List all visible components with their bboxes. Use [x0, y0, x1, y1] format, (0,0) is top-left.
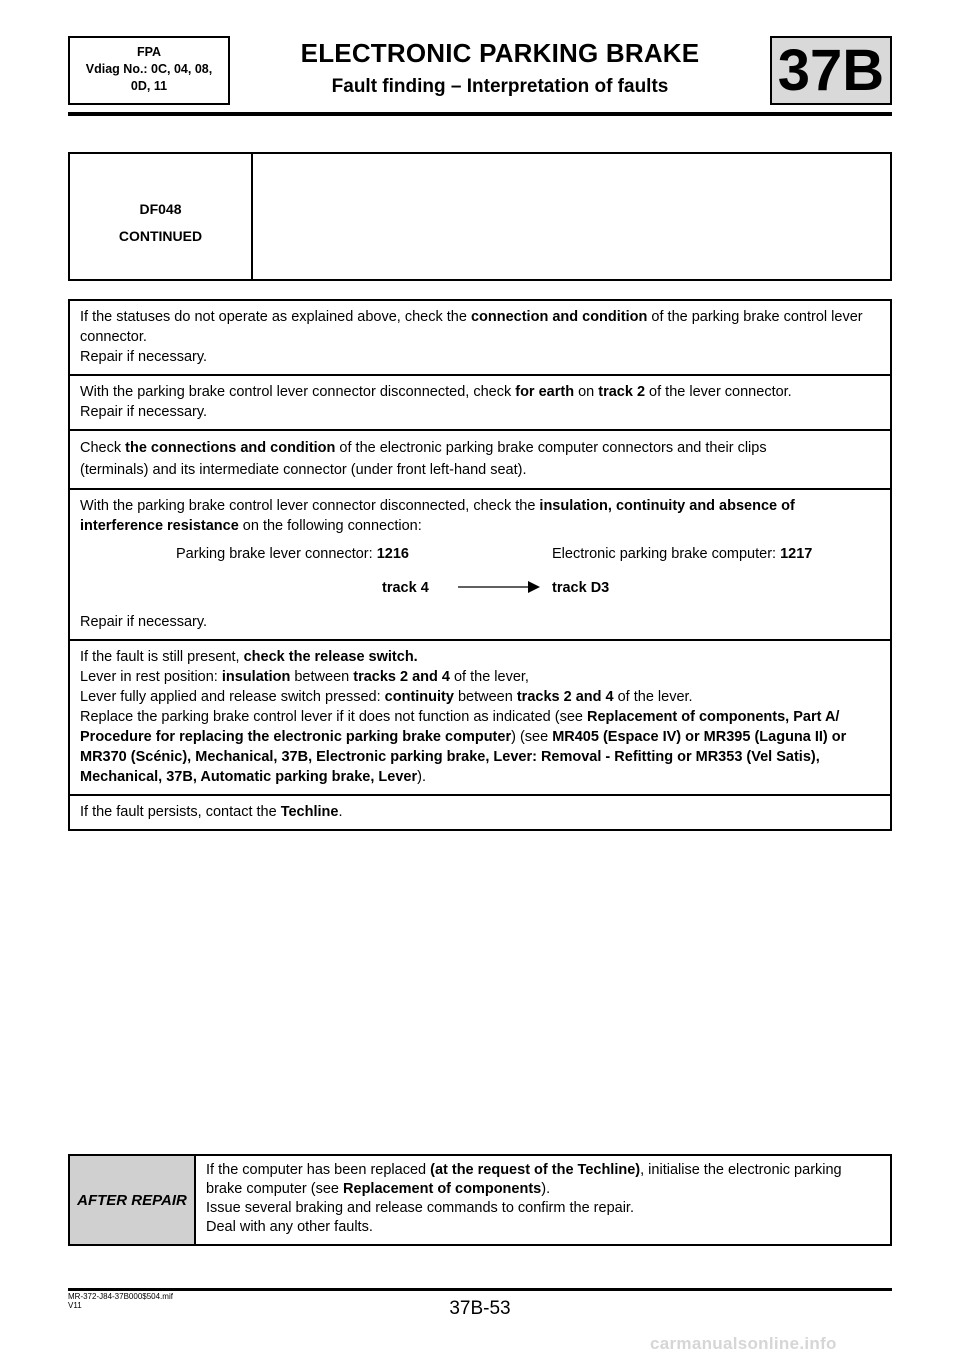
connection-diagram: [80, 540, 880, 612]
step-row: [70, 641, 890, 796]
computer-track: track D3: [552, 580, 610, 596]
step-bold-text: Techline: [280, 804, 339, 820]
page-subtitle: Fault finding – Interpretation of faults: [331, 76, 669, 97]
step-text: Repair if necessary.: [80, 614, 208, 630]
step-bold-text: tracks 2 and 4: [516, 689, 614, 705]
diagnostic-steps-table: [68, 299, 892, 831]
vehicle-code: FPA: [136, 45, 162, 59]
connector-label-text: Parking brake lever connector:: [176, 546, 377, 562]
step-bold-text: Replacement of components: [343, 1181, 542, 1197]
step-text: , initialise the electronic parking brake computer (see: [206, 1162, 842, 1197]
step-text: With the parking brake control lever connector disconnected, check: [80, 384, 516, 400]
step-text: of the lever connector.: [645, 384, 792, 400]
step-text: ) (see: [511, 729, 553, 745]
step-text: If the statuses do not operate as explained above, check the: [80, 309, 471, 325]
step-bold-text: MR405 (Espace IV) or MR395 (Laguna II) or MR370 (Scénic), Mechanical, 37B, Electronic parking brake, Lever: Removal - Refitting or MR353 (Vel Satis), Mechanical, 37B, Automatic parking brake, Lever: [80, 729, 847, 785]
header-divider: [68, 112, 892, 116]
after-repair-instructions: [196, 1156, 890, 1244]
footer-divider: [68, 1288, 892, 1291]
vdiag-numbers: Vdiag No.: 0C, 04, 08,: [85, 62, 213, 76]
step-text: Deal with any other faults.: [206, 1219, 373, 1235]
step-text: Lever in rest position:: [80, 669, 222, 685]
version-label: V11: [68, 1301, 82, 1310]
step-bold-text: Replacement of components, Part A/ Procedure for replacing the electronic parking brake computer: [80, 709, 840, 745]
step-text: Repair if necessary.: [80, 404, 208, 420]
step-bold-text: insulation, continuity and absence of interference resistance: [80, 498, 795, 534]
step-text: Lever fully applied and release switch pressed:: [80, 689, 385, 705]
fault-id-cell: [70, 154, 253, 279]
step-row: [70, 431, 890, 490]
step-bold-text: track 2: [598, 384, 646, 400]
vehicle-info-box: [68, 36, 230, 105]
step-bold-text: check the release switch.: [243, 649, 418, 665]
step-bold-text: tracks 2 and 4: [353, 669, 450, 685]
step-text: ).: [541, 1181, 551, 1197]
computer-connector-label: [552, 544, 812, 564]
step-text: If the computer has been replaced: [206, 1162, 431, 1178]
step-text: of the lever,: [449, 669, 529, 685]
step-text: Repair if necessary.: [80, 349, 208, 365]
connector-label-text: Electronic parking brake computer:: [552, 546, 781, 562]
connector-number: 1216: [376, 546, 409, 562]
step-text: of the parking brake control lever connector.: [80, 309, 863, 345]
section-badge: 37B: [770, 36, 892, 105]
step-text: If the fault is still present,: [80, 649, 244, 665]
file-reference: MR-372-J84-37B000$504.mif: [68, 1292, 173, 1301]
step-text: between: [290, 669, 354, 685]
watermark: carmanualsonline.info: [650, 1334, 837, 1353]
fault-status: CONTINUED: [118, 228, 203, 244]
step-text: If the fault persists, contact the: [80, 804, 281, 820]
step-bold-text: (at the request of the Techline): [430, 1162, 641, 1178]
after-repair-label: AFTER REPAIR: [70, 1156, 196, 1244]
step-bold-text: for earth: [515, 384, 575, 400]
step-text: .: [338, 804, 343, 820]
step-bold-text: the connections and condition: [125, 440, 336, 456]
step-bold-text: insulation: [221, 669, 291, 685]
step-text: With the parking brake control lever connector disconnected, check the: [80, 498, 540, 514]
fault-header-box: [68, 152, 892, 281]
step-text: of the lever.: [613, 689, 693, 705]
step-row: [70, 796, 890, 831]
vdiag-numbers-cont: 0D, 11: [130, 79, 168, 93]
step-bold-text: continuity: [384, 689, 454, 705]
step-text: on the following connection:: [238, 518, 422, 534]
step-text: (terminals) and its intermediate connector (under front left-hand seat).: [80, 462, 527, 478]
step-text: ).: [417, 769, 426, 785]
lever-connector-label: [176, 544, 409, 564]
step-text: of the electronic parking brake computer connectors and their clips: [335, 440, 767, 456]
step-row: [70, 490, 890, 641]
step-row: [70, 376, 890, 431]
step-text: between: [453, 689, 517, 705]
document-reference: [68, 1292, 173, 1310]
step-text: on: [574, 384, 599, 400]
step-text: Check: [80, 440, 126, 456]
step-bold-text: connection and condition: [470, 309, 648, 325]
step-row: [70, 301, 890, 376]
connector-number: 1217: [780, 546, 813, 562]
arrow-right-icon: [458, 580, 540, 594]
step-text: Replace the parking brake control lever if it does not function as indicated (see: [80, 709, 587, 725]
after-repair-box: [68, 1154, 892, 1246]
page-number: 37B-53: [449, 1298, 511, 1319]
page-title: ELECTRONIC PARKING BRAKE: [300, 38, 700, 68]
step-text: Issue several braking and release commands to confirm the repair.: [206, 1200, 634, 1216]
fault-code: DF048: [139, 201, 182, 217]
lever-track: track 4: [382, 580, 429, 596]
